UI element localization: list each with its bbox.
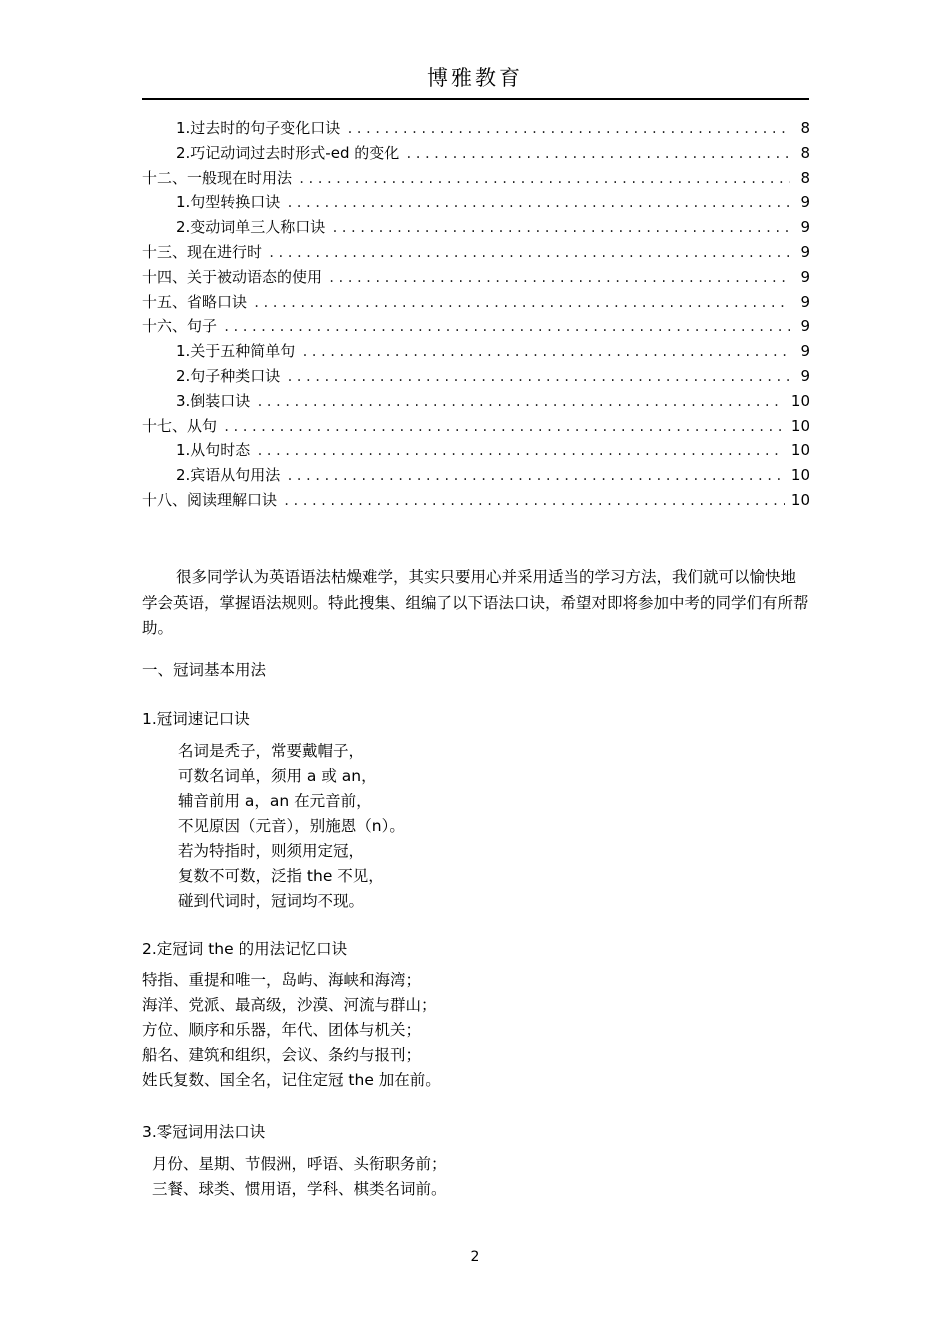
toc-entry[interactable] (142, 314, 810, 339)
verse-block-1 (178, 739, 405, 914)
toc-entry[interactable] (142, 116, 810, 141)
toc-dot-leader (286, 464, 785, 489)
toc-entry-title: 1.从句时态 (176, 441, 251, 460)
toc-entry-page: 9 (800, 342, 810, 361)
verse-line: 碰到代词时，冠词均不现。 (178, 892, 365, 910)
toc-entry[interactable] (142, 265, 810, 290)
toc-entry[interactable] (142, 389, 810, 414)
verse-block-3 (152, 1152, 447, 1202)
toc-entry-page: 9 (800, 366, 810, 385)
toc-entry-page: 9 (800, 267, 810, 286)
toc-dot-leader (268, 241, 790, 266)
toc-entry-title: 十三、现在进行时 (142, 242, 263, 261)
toc-entry[interactable] (142, 240, 810, 265)
toc-entry-title: 2.变动词单三人称口诀 (176, 218, 326, 237)
toc-entry-title: 十二、一般现在时用法 (142, 168, 293, 187)
toc-dot-leader (283, 489, 785, 514)
subsection-heading-1: 1.冠词速记口诀 (142, 710, 250, 728)
toc-entry-page: 9 (800, 242, 810, 261)
header-title: 博雅教育 (427, 66, 523, 90)
verse-line: 船名、建筑和组织，会议、条约与报刊； (142, 1046, 422, 1064)
toc-entry[interactable] (142, 463, 810, 488)
header-divider (142, 98, 809, 100)
toc-dot-leader (331, 216, 790, 241)
toc-entry[interactable] (142, 215, 810, 240)
verse-line: 复数不可数，泛指 the 不见， (178, 867, 384, 885)
toc-dot-leader (223, 415, 785, 440)
toc-entry-title: 2.宾语从句用法 (176, 466, 281, 485)
toc-entry-page: 8 (800, 119, 810, 137)
verse-line: 海洋、党派、最高级，沙漠、河流与群山； (142, 996, 437, 1014)
toc-entry[interactable] (142, 414, 810, 439)
toc-dot-leader (346, 117, 790, 142)
toc-entry-title: 1.关于五种简单句 (176, 342, 296, 361)
toc-entry-title: 3.倒装口诀 (176, 391, 251, 410)
verse-line: 三餐、球类、惯用语，学科、棋类名词前。 (152, 1180, 447, 1198)
toc-entry-page: 10 (790, 391, 810, 410)
toc-entry-page: 10 (790, 466, 810, 485)
toc-entry-title: 2.巧记动词过去时形式-ed 的变化 (176, 143, 400, 162)
toc-entry-title: 十四、关于被动语态的使用 (142, 267, 323, 286)
toc-dot-leader (256, 439, 785, 464)
subsection-heading-2: 2.定冠词 the 的用法记忆口诀 (142, 940, 348, 958)
toc-entry-page: 10 (790, 416, 810, 435)
toc-entry-page: 9 (800, 193, 810, 212)
toc-dot-leader (223, 315, 790, 340)
toc-dot-leader (301, 340, 790, 365)
verse-block-2 (142, 968, 441, 1093)
table-of-contents (142, 116, 810, 513)
verse-line: 辅音前用 a，an 在元音前， (178, 792, 372, 810)
toc-dot-leader (253, 291, 790, 316)
toc-entry-title: 1.过去时的句子变化口诀 (176, 119, 341, 137)
toc-dot-leader (298, 167, 790, 192)
toc-entry-page: 10 (790, 490, 810, 509)
toc-dot-leader (286, 191, 790, 216)
toc-entry-page: 8 (800, 143, 810, 162)
toc-entry[interactable] (142, 339, 810, 364)
toc-entry[interactable] (142, 190, 810, 215)
toc-entry-page: 9 (800, 317, 810, 336)
verse-line: 可数名词单，须用 a 或 an， (178, 767, 377, 785)
toc-entry[interactable] (142, 166, 810, 191)
verse-line: 名词是秃子，常要戴帽子， (178, 742, 365, 760)
toc-entry[interactable] (142, 141, 810, 166)
verse-line: 不见原因（元音），别施恩（n）。 (178, 817, 405, 835)
toc-entry-title: 1.句型转换口诀 (176, 193, 281, 212)
verse-line: 月份、星期、节假洲，呼语、头衔职务前； (152, 1155, 447, 1173)
toc-dot-leader (256, 390, 785, 415)
toc-entry-page: 8 (800, 168, 810, 187)
toc-entry-title: 十六、句子 (142, 317, 218, 336)
verse-line: 姓氏复数、国全名，记住定冠 the 加在前。 (142, 1071, 441, 1089)
toc-entry[interactable] (142, 438, 810, 463)
toc-entry[interactable] (142, 364, 810, 389)
verse-line: 若为特指时，则须用定冠， (178, 842, 365, 860)
toc-entry-page: 10 (790, 441, 810, 460)
toc-entry-title: 2.句子种类口诀 (176, 366, 281, 385)
toc-entry-title: 十五、省略口诀 (142, 292, 248, 311)
page-number: 2 (470, 1249, 480, 1265)
verse-line: 方位、顺序和乐器，年代、团体与机关； (142, 1021, 422, 1039)
section-heading-articles: 一、冠词基本用法 (142, 661, 267, 679)
toc-entry[interactable] (142, 488, 810, 513)
toc-entry-page: 9 (800, 292, 810, 311)
toc-entry-title: 十七、从句 (142, 416, 218, 435)
toc-entry-title: 十八、阅读理解口诀 (142, 490, 278, 509)
toc-entry-page: 9 (800, 218, 810, 237)
toc-entry[interactable] (142, 290, 810, 315)
verse-line: 特指、重提和唯一，岛屿、海峡和海湾； (142, 971, 422, 989)
toc-dot-leader (328, 266, 790, 291)
subsection-heading-3: 3.零冠词用法口诀 (142, 1123, 266, 1141)
toc-dot-leader (286, 365, 790, 390)
intro-paragraph: 很多同学认为英语语法枯燥难学，其实只要用心并采用适当的学习方法，我们就可以愉快地学会英语，掌握语法规则。特此搜集、组编了以下语法口诀，希望对即将参加中考的同学们有所帮助。 (142, 568, 809, 637)
toc-dot-leader (405, 142, 790, 167)
